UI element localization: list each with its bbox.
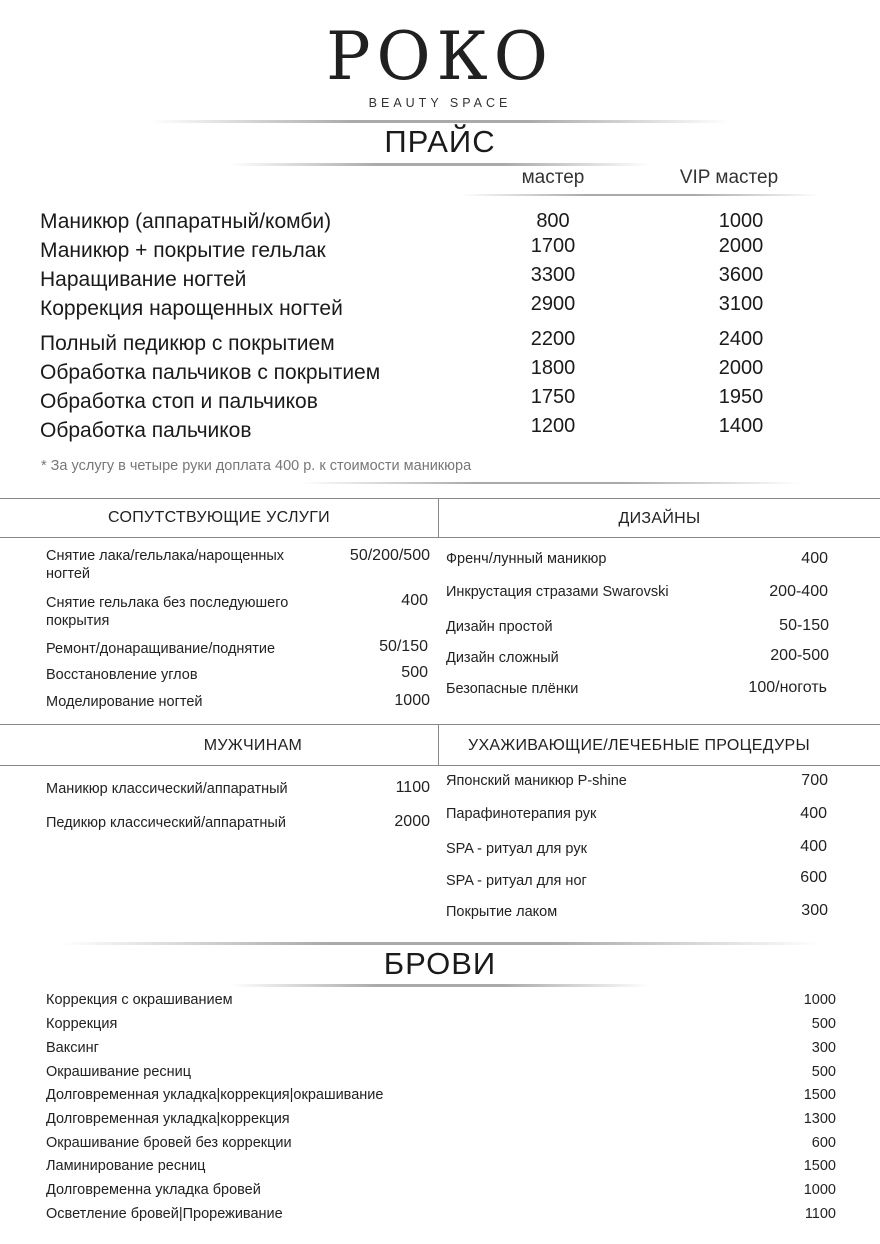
men-item-name: Педикюр классический/аппаратный — [46, 815, 286, 831]
care-item-price: 700 — [801, 772, 828, 789]
design-item-name: Дизайн простой — [446, 619, 553, 635]
design-item-price: 100/ноготь — [748, 679, 827, 696]
brows-row — [46, 1158, 836, 1180]
brows-item-price: 1500 — [803, 1087, 836, 1103]
table-border — [0, 498, 880, 499]
table-border — [0, 724, 880, 725]
brows-item-price: 1100 — [804, 1206, 836, 1222]
brows-item-name: Окрашивание бровей без коррекции — [46, 1135, 292, 1151]
brand-logo: РОКО — [326, 18, 554, 95]
care-item-name: Парафинотерапия рук — [446, 806, 597, 822]
table-border — [0, 765, 880, 766]
vip-price: 1950 — [718, 386, 764, 408]
related-item-price: 500 — [401, 664, 428, 681]
brows-row — [46, 992, 836, 1014]
related-item-name: Моделирование ногтей — [46, 694, 203, 710]
vip-price: 1400 — [718, 415, 764, 437]
brows-item-name: Долговременная укладка|коррекция — [46, 1111, 290, 1127]
brows-row — [46, 1016, 836, 1038]
design-item-name: Дизайн сложный — [446, 650, 559, 666]
care-item-price: 400 — [800, 838, 827, 855]
brows-item-name: Ламинирование ресниц — [46, 1158, 206, 1174]
men-item-name: Маникюр классический/аппаратный — [46, 781, 288, 797]
design-item-price: 200-400 — [769, 583, 828, 600]
design-item-name: Безопасные плёнки — [446, 681, 579, 697]
brows-item-price: 1000 — [803, 1182, 836, 1198]
service-name: Маникюр (аппаратный/комби) — [40, 210, 332, 233]
design-item-name: Френч/лунный маникюр — [446, 551, 607, 567]
service-row — [40, 293, 840, 326]
related-item-name: Ремонт/донаращивание/поднятие — [46, 641, 276, 657]
brows-row — [46, 1064, 836, 1086]
table-border — [0, 537, 880, 538]
price-title: ПРАЙС — [384, 124, 496, 159]
brows-item-price: 300 — [811, 1040, 836, 1056]
care-item-name: Покрытие лаком — [446, 904, 558, 920]
brows-row — [46, 1206, 836, 1228]
brows-item-name: Долговременная укладка|коррекция|окрашивание — [46, 1087, 384, 1103]
related-item-price: 50/200/500 — [349, 547, 430, 564]
divider — [150, 120, 730, 123]
service-row — [40, 415, 840, 448]
designs-title: ДИЗАЙНЫ — [618, 510, 701, 527]
brows-row — [46, 1111, 836, 1133]
vip-price: 2000 — [718, 357, 764, 379]
brows-item-price: 1300 — [803, 1111, 836, 1127]
footnote: * За услугу в четыре руки доплата 400 р. к стоимости маникюра — [41, 458, 472, 474]
master-price: 3300 — [530, 264, 576, 286]
column-vip: VIP мастер — [679, 167, 779, 188]
divider — [230, 163, 650, 166]
care-item-price: 600 — [800, 869, 827, 886]
service-name: Обработка стоп и пальчиков — [40, 390, 318, 413]
service-name: Обработка пальчиков — [40, 419, 252, 442]
service-name: Коррекция нарощенных ногтей — [40, 297, 343, 320]
brows-item-name: Коррекция с окрашиванием — [46, 992, 233, 1008]
care-item-name: SPA - ритуал для рук — [446, 841, 587, 857]
men-item-price: 2000 — [394, 813, 430, 830]
design-item-name: Инкрустация стразами Swarovski — [446, 584, 669, 600]
divider — [300, 482, 800, 484]
care-item-name: Японский маникюр P-shine — [446, 773, 627, 789]
brows-row — [46, 1135, 836, 1157]
vip-price: 3100 — [718, 293, 764, 315]
divider — [460, 194, 820, 196]
related-title: СОПУТСТВУЮЩИЕ УСЛУГИ — [108, 509, 330, 526]
related-item-price: 400 — [401, 592, 428, 609]
related-item-price: 50/150 — [379, 638, 428, 655]
brows-title: БРОВИ — [383, 946, 497, 981]
vip-price: 2400 — [718, 328, 764, 350]
men-title: МУЖЧИНАМ — [203, 737, 303, 754]
care-title: УХАЖИВАЮЩИЕ/ЛЕЧЕБНЫЕ ПРОЦЕДУРЫ — [467, 737, 810, 754]
design-item-price: 50-150 — [779, 617, 829, 634]
divider — [60, 942, 820, 945]
service-name: Обработка пальчиков с покрытием — [40, 361, 381, 384]
brows-item-price: 600 — [811, 1135, 836, 1151]
brows-row — [46, 1182, 836, 1204]
men-item-price: 1100 — [395, 779, 430, 796]
related-item-price: 1000 — [394, 692, 430, 709]
master-price: 1200 — [530, 415, 576, 437]
brows-item-name: Ваксинг — [46, 1040, 99, 1056]
divider — [230, 984, 650, 987]
brows-item-price: 1000 — [803, 992, 836, 1008]
master-price: 1750 — [530, 386, 576, 408]
brows-item-name: Коррекция — [46, 1016, 118, 1032]
vip-price: 3600 — [718, 264, 764, 286]
master-price: 2200 — [530, 328, 576, 350]
master-price: 1800 — [530, 357, 576, 379]
brows-row — [46, 1087, 836, 1109]
column-master: мастер — [521, 167, 585, 188]
care-item-price: 400 — [800, 805, 827, 822]
brows-row — [46, 1040, 836, 1062]
vip-price: 2000 — [718, 235, 764, 257]
service-name: Полный педикюр с покрытием — [40, 332, 335, 355]
master-price: 800 — [536, 210, 570, 232]
master-price: 2900 — [530, 293, 576, 315]
related-item-name: Снятие лака/гельлака/нарощенных ногтей — [46, 548, 285, 582]
brows-item-price: 500 — [811, 1016, 836, 1032]
brand-tagline: BEAUTY SPACE — [368, 96, 512, 110]
related-item-name: Восстановление углов — [46, 667, 198, 683]
brows-item-name: Долговременна укладка бровей — [46, 1182, 261, 1198]
vip-price: 1000 — [718, 210, 764, 232]
care-item-price: 300 — [801, 902, 828, 919]
related-item-name: Снятие гельлака без последуюшего покрытия — [46, 595, 289, 629]
brows-item-price: 1500 — [803, 1158, 836, 1174]
design-item-price: 400 — [801, 550, 828, 567]
design-item-price: 200-500 — [770, 647, 829, 664]
master-price: 1700 — [530, 235, 576, 257]
service-name: Маникюр + покрытие гельлак — [40, 239, 326, 262]
service-name: Наращивание ногтей — [40, 268, 247, 291]
brows-item-name: Окрашивание ресниц — [46, 1064, 192, 1080]
brows-item-name: Осветление бровей|Прореживание — [46, 1206, 283, 1222]
brows-item-price: 500 — [811, 1064, 836, 1080]
care-item-name: SPA - ритуал для ног — [446, 873, 587, 889]
